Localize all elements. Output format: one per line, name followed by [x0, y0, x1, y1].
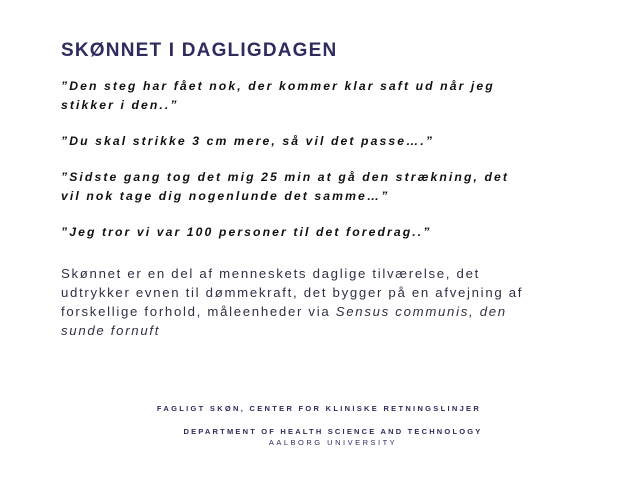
definition-paragraph — [61, 264, 621, 340]
definition-emphasis: Sensus communis, den sunde fornuft — [61, 304, 507, 338]
quote-list — [61, 77, 621, 259]
footer-center-name: FAGLIGT SKØN, CENTER FOR KLINISKE RETNINGSLINJER — [156, 404, 482, 413]
quote-knitting: ”Du skal strikke 3 cm mere, så vil det passe….” — [61, 134, 435, 148]
definition-text: Skønnet er en del af menneskets daglige tilværelse, det udtrykker evnen til dømmekraft, det bygger på en afvejning af forskellige forhold, måleenheder via — [61, 266, 524, 319]
quote-steak: ”Den steg har fået nok, der kommer klar saft ud når jeg stikker i den..” — [61, 79, 495, 112]
footer-university: AALBORG UNIVERSITY — [268, 438, 398, 447]
quote-walking-time: ”Sidste gang tog det mig 25 min at gå den strækning, det vil nok tage dig nogenlunde det samme…” — [61, 170, 510, 203]
footer-department: DEPARTMENT OF HEALTH SCIENCE AND TECHNOLOGY — [183, 427, 483, 436]
slide-title: SKØNNET I DAGLIGDAGEN — [61, 40, 338, 61]
quote-lecture-attendance: ”Jeg tror vi var 100 personer til det foredrag..” — [61, 225, 432, 239]
